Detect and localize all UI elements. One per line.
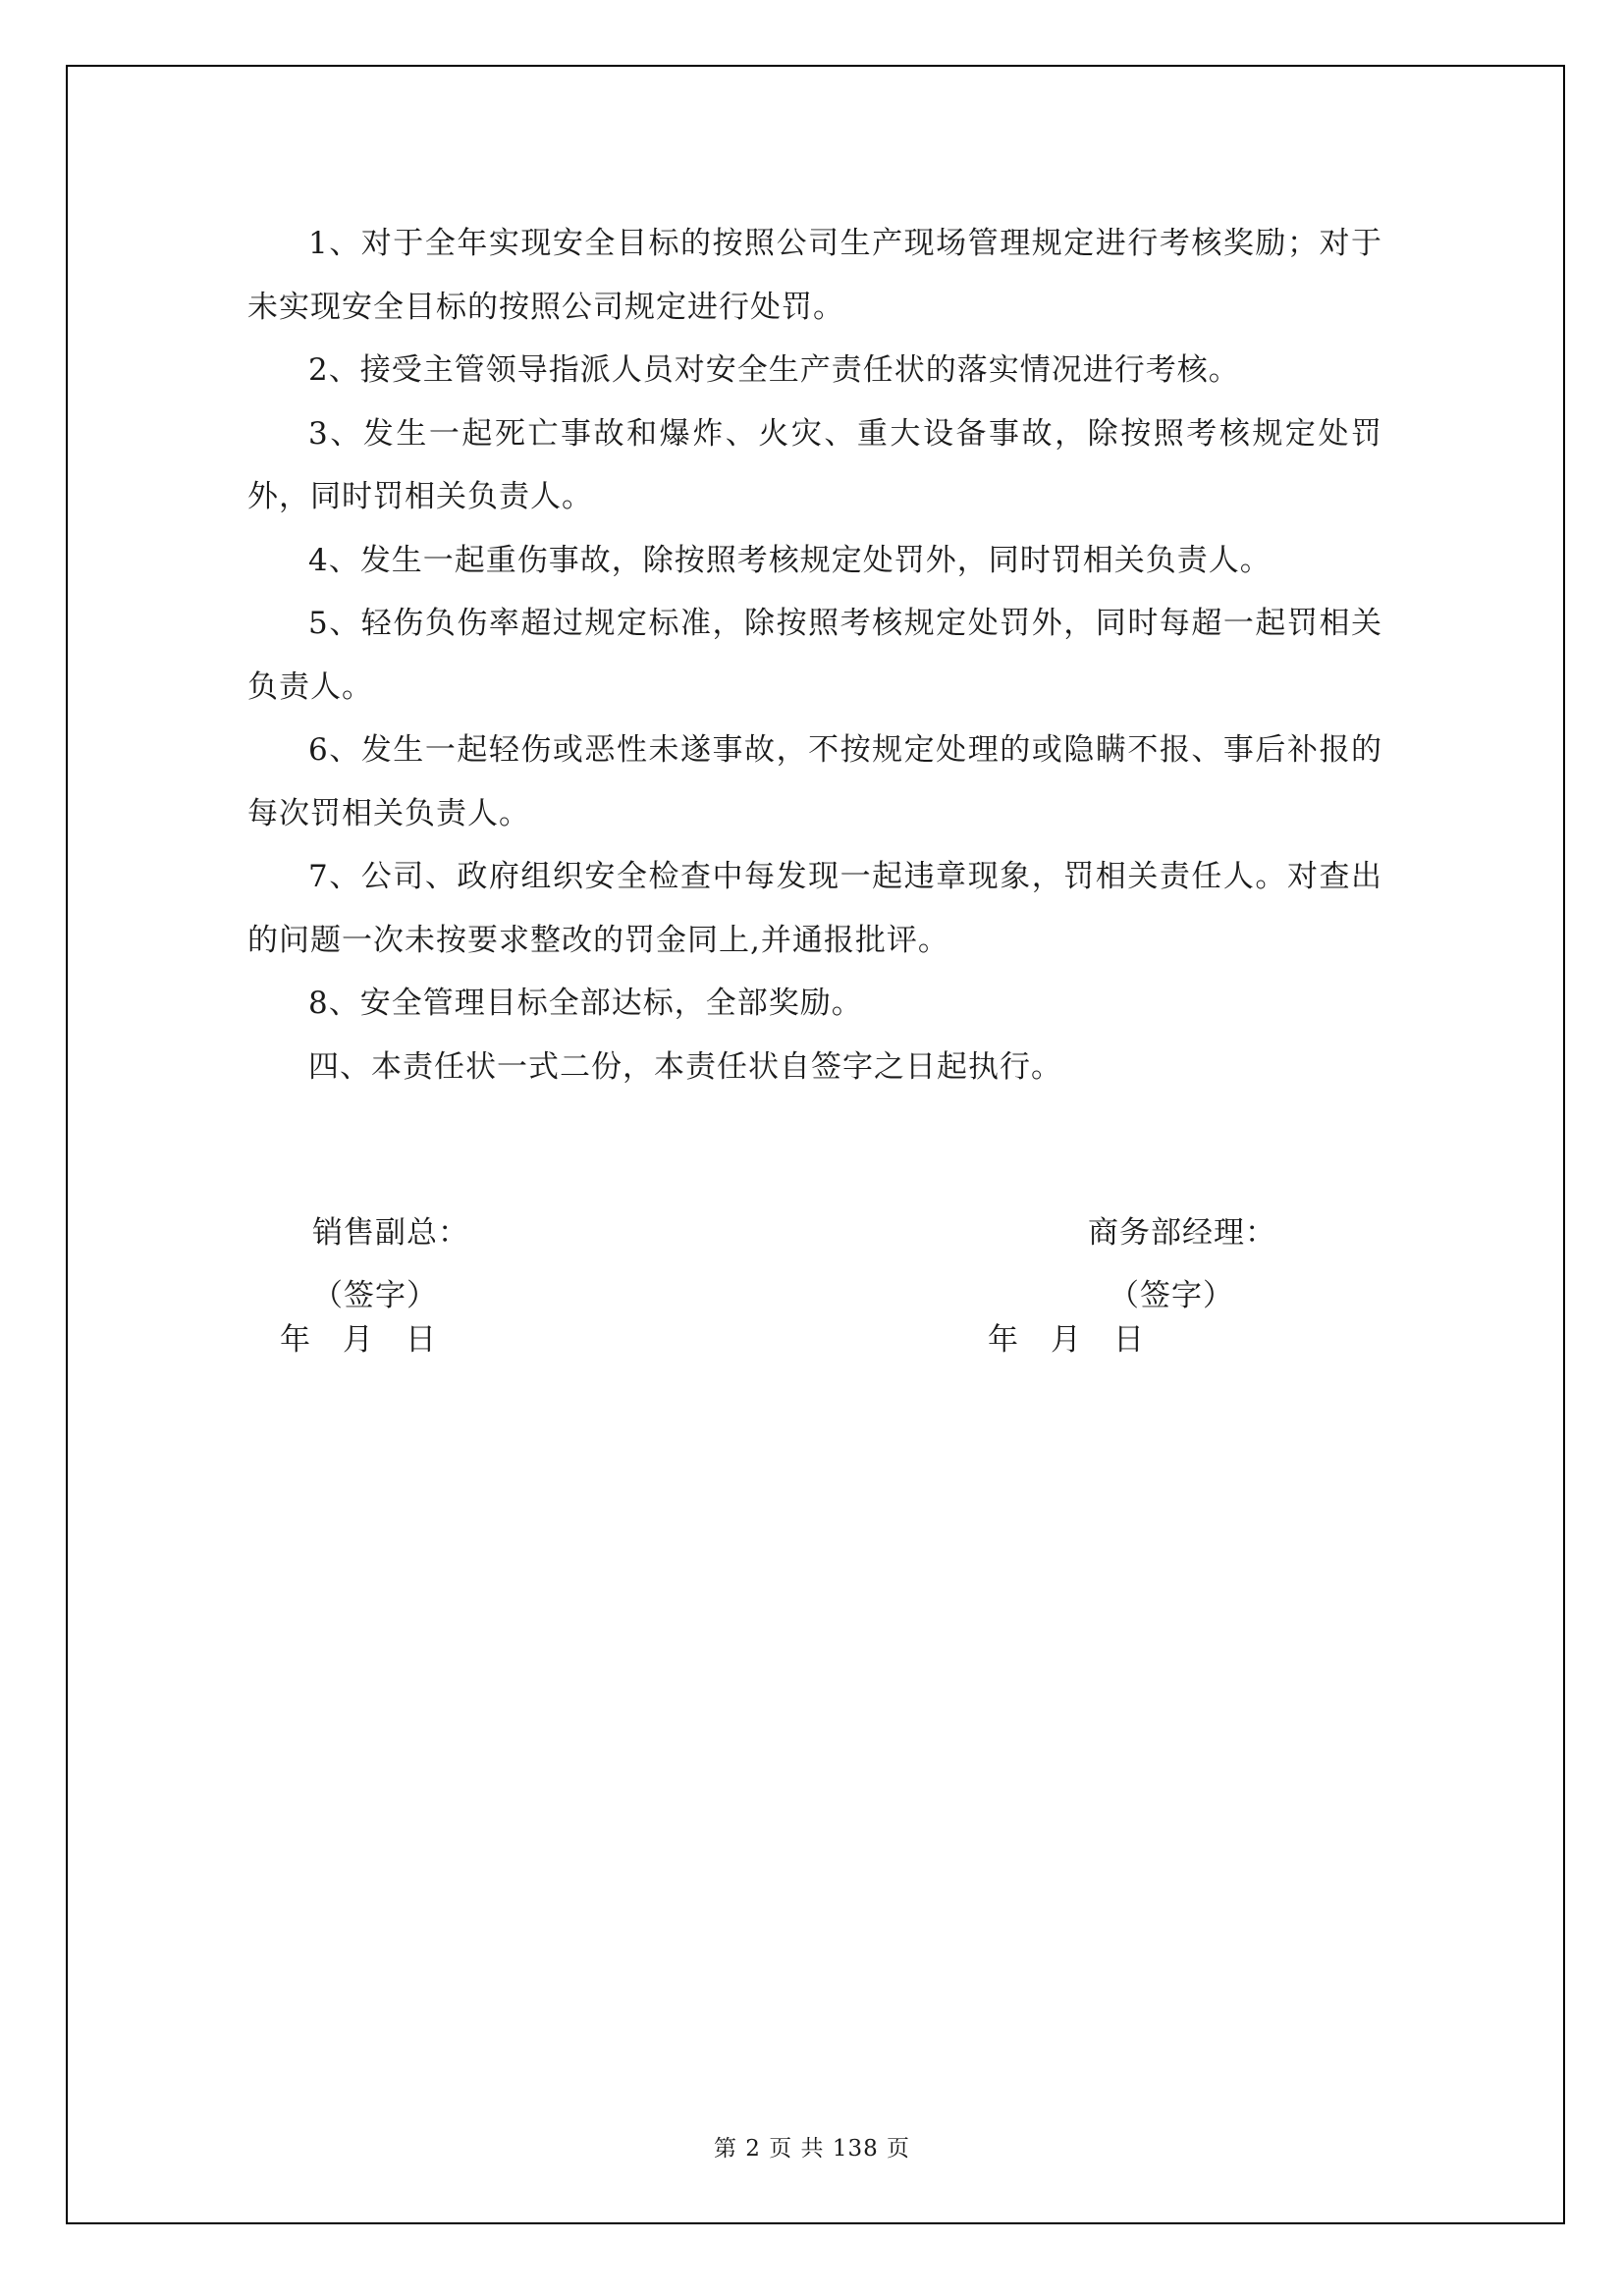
- clause-5: 5、轻伤负伤率超过规定标准，除按照考核规定处罚外，同时每超一起罚相关负责人。: [247, 606, 1382, 705]
- right-signatory-title: 商务部经理：: [1088, 1215, 1276, 1251]
- clause-7: 7、公司、政府组织安全检查中每发现一起违章现象，罚相关责任人。对查出的问题一次未按要求整改的罚金同上,并通报批评。: [247, 859, 1382, 958]
- clause-1: 1、对于全年实现安全目标的按照公司生产现场管理规定进行考核奖励；对于未实现安全目标的按照公司规定进行处罚。: [247, 226, 1382, 325]
- clauses-body: [247, 212, 1382, 1098]
- clause-8: 8、安全管理目标全部达标，全部奖励。: [308, 986, 863, 1021]
- clause-4: 4、发生一起重伤事故，除按照考核规定处罚外，同时罚相关负责人。: [308, 542, 1272, 578]
- clause-6: 6、发生一起轻伤或恶性未遂事故，不按规定处理的或隐瞒不报、事后补报的每次罚相关负责人。: [247, 732, 1382, 831]
- left-sign-placeholder: （签字）: [312, 1278, 438, 1313]
- right-sign-placeholder: （签字）: [1109, 1278, 1234, 1313]
- clause-2: 2、接受主管领导指派人员对安全生产责任状的落实情况进行考核。: [308, 352, 1240, 388]
- clause-3: 3、发生一起死亡事故和爆炸、火灾、重大设备事故，除按照考核规定处罚外，同时罚相关负责人。: [247, 415, 1382, 514]
- left-date-line: 年 月 日: [280, 1322, 437, 1358]
- clause-final: 四、本责任状一式二份，本责任状自签字之日起执行。: [308, 1048, 1062, 1085]
- left-signatory-title: 销售副总：: [312, 1215, 469, 1251]
- right-date-line: 年 月 日: [988, 1322, 1145, 1358]
- page-number-footer: 第 2 页 共 138 页: [713, 2136, 911, 2162]
